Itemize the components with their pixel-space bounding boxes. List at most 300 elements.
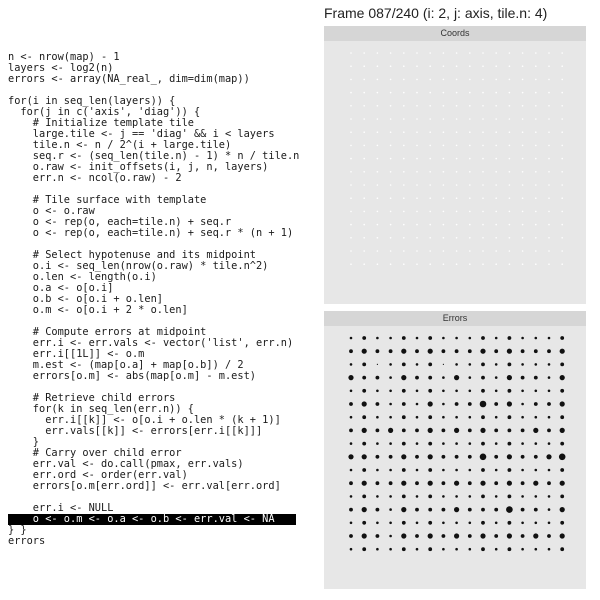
coord-point bbox=[548, 79, 550, 81]
error-point bbox=[348, 375, 353, 380]
coord-point bbox=[509, 224, 511, 226]
coord-point bbox=[469, 52, 471, 54]
error-point bbox=[428, 363, 432, 367]
coord-point bbox=[482, 131, 484, 133]
error-point bbox=[494, 402, 498, 406]
error-point bbox=[521, 495, 524, 498]
code-line: n <- nrow(map) - 1 bbox=[8, 51, 120, 63]
coord-point bbox=[403, 184, 405, 186]
coord-point bbox=[469, 171, 471, 173]
code-line: for(i in seq_len(layers)) { bbox=[8, 95, 176, 107]
error-point bbox=[495, 442, 498, 445]
error-point bbox=[495, 469, 498, 472]
error-point bbox=[416, 495, 419, 498]
error-point bbox=[468, 481, 472, 485]
coord-point bbox=[456, 118, 458, 120]
error-point bbox=[507, 481, 512, 486]
error-point bbox=[455, 548, 458, 551]
code-line: o.len <- length(o.i) bbox=[8, 271, 157, 283]
coord-point bbox=[509, 197, 511, 199]
coord-point bbox=[443, 263, 445, 265]
coord-point bbox=[403, 224, 405, 226]
error-point bbox=[416, 390, 419, 393]
code-line: # Select hypotenuse and its midpoint bbox=[8, 249, 256, 261]
error-point bbox=[454, 428, 459, 433]
coord-point bbox=[403, 250, 405, 252]
coord-point bbox=[403, 263, 405, 265]
code-line: err.val <- do.call(pmax, err.vals) bbox=[8, 458, 244, 470]
coord-point bbox=[522, 79, 524, 81]
coord-point bbox=[495, 118, 497, 120]
coord-point bbox=[469, 79, 471, 81]
coord-point bbox=[403, 131, 405, 133]
error-point bbox=[494, 534, 498, 538]
coord-point bbox=[495, 197, 497, 199]
error-point bbox=[348, 454, 353, 459]
error-point bbox=[442, 469, 445, 472]
coord-point bbox=[403, 92, 405, 94]
coord-point bbox=[535, 211, 537, 213]
error-point bbox=[415, 534, 419, 538]
coord-point bbox=[416, 250, 418, 252]
error-point bbox=[416, 337, 419, 340]
error-point bbox=[455, 402, 459, 406]
coord-point bbox=[469, 184, 471, 186]
error-point bbox=[428, 415, 432, 419]
coord-point bbox=[548, 171, 550, 173]
error-point bbox=[481, 376, 485, 380]
coord-point bbox=[561, 105, 563, 107]
coord-point bbox=[403, 197, 405, 199]
coord-point bbox=[509, 145, 511, 147]
error-point bbox=[349, 508, 353, 512]
error-point bbox=[349, 349, 353, 353]
coord-point bbox=[548, 237, 550, 239]
coord-point bbox=[350, 118, 352, 120]
error-point bbox=[376, 469, 379, 472]
coord-point bbox=[509, 171, 511, 173]
code-line: # Compute errors at midpoint bbox=[8, 326, 207, 338]
coord-point bbox=[416, 131, 418, 133]
error-point bbox=[376, 349, 380, 353]
coord-point bbox=[456, 145, 458, 147]
error-point bbox=[560, 495, 564, 499]
coord-point bbox=[469, 158, 471, 160]
error-point bbox=[442, 455, 446, 459]
coord-point bbox=[416, 65, 418, 67]
error-point bbox=[560, 507, 565, 512]
coord-point bbox=[416, 145, 418, 147]
error-point bbox=[389, 416, 392, 419]
error-point bbox=[469, 376, 472, 379]
coord-point bbox=[403, 118, 405, 120]
error-point bbox=[548, 337, 551, 340]
error-point bbox=[362, 389, 366, 393]
coord-point bbox=[509, 131, 511, 133]
error-point bbox=[521, 455, 525, 459]
error-point bbox=[455, 495, 458, 498]
coord-point bbox=[377, 92, 379, 94]
error-point bbox=[350, 416, 353, 419]
error-point bbox=[548, 508, 551, 511]
coord-point bbox=[548, 105, 550, 107]
coord-point bbox=[416, 224, 418, 226]
error-point bbox=[428, 481, 433, 486]
coord-point bbox=[416, 118, 418, 120]
error-point bbox=[362, 401, 367, 406]
error-point bbox=[428, 442, 432, 446]
coord-point bbox=[456, 237, 458, 239]
coord-point bbox=[548, 145, 550, 147]
code-line: for(j in c('axis', 'diag')) { bbox=[8, 106, 201, 118]
error-point bbox=[428, 547, 432, 551]
coord-point bbox=[548, 52, 550, 54]
coord-point bbox=[350, 263, 352, 265]
error-point bbox=[416, 522, 419, 525]
coord-point bbox=[350, 145, 352, 147]
coord-point bbox=[363, 105, 365, 107]
error-point bbox=[362, 376, 366, 380]
coord-point bbox=[390, 79, 392, 81]
coord-point bbox=[403, 105, 405, 107]
coord-point bbox=[561, 250, 563, 252]
coord-point bbox=[377, 184, 379, 186]
coord-point bbox=[350, 237, 352, 239]
error-point bbox=[349, 481, 353, 485]
code-line: layers <- log2(n) bbox=[8, 62, 114, 74]
coord-point bbox=[429, 65, 431, 67]
error-point bbox=[521, 534, 525, 538]
error-point bbox=[469, 522, 472, 525]
coord-point bbox=[429, 184, 431, 186]
coord-point bbox=[469, 105, 471, 107]
error-point bbox=[455, 349, 459, 353]
coord-point bbox=[456, 79, 458, 81]
error-point bbox=[468, 508, 472, 512]
error-point bbox=[534, 376, 538, 380]
error-point bbox=[548, 548, 551, 551]
coord-point bbox=[377, 79, 379, 81]
coord-point bbox=[469, 224, 471, 226]
coord-point bbox=[350, 171, 352, 173]
coord-point bbox=[416, 171, 418, 173]
code-listing bbox=[8, 52, 299, 547]
coord-point bbox=[403, 65, 405, 67]
error-point bbox=[508, 429, 512, 433]
coord-point bbox=[403, 79, 405, 81]
coord-point bbox=[535, 263, 537, 265]
coord-point bbox=[535, 237, 537, 239]
coord-point bbox=[429, 250, 431, 252]
error-point bbox=[389, 376, 392, 379]
code-line: errors[o.m] <- abs(map[o.m] - m.est) bbox=[8, 370, 256, 382]
error-point bbox=[401, 481, 406, 486]
error-point bbox=[547, 429, 551, 433]
error-point bbox=[507, 454, 512, 459]
error-point bbox=[481, 336, 485, 340]
error-point bbox=[548, 363, 551, 366]
error-point bbox=[469, 442, 472, 445]
coord-point bbox=[548, 211, 550, 213]
error-point bbox=[494, 508, 498, 512]
error-point bbox=[376, 416, 379, 419]
coord-point bbox=[403, 211, 405, 213]
error-point bbox=[533, 533, 538, 538]
error-point bbox=[401, 507, 406, 512]
coord-point bbox=[429, 145, 431, 147]
coord-point bbox=[403, 52, 405, 54]
error-point bbox=[548, 522, 551, 525]
coord-point bbox=[509, 158, 511, 160]
error-point bbox=[442, 349, 446, 353]
code-line: err.ord <- order(err.val) bbox=[8, 469, 188, 481]
error-point bbox=[350, 548, 353, 551]
error-point bbox=[548, 376, 551, 379]
coord-point bbox=[350, 224, 352, 226]
coord-point bbox=[363, 184, 365, 186]
coord-point bbox=[443, 237, 445, 239]
code-line: # Carry over child error bbox=[8, 447, 182, 459]
coord-point bbox=[350, 197, 352, 199]
coord-point bbox=[350, 131, 352, 133]
coord-point bbox=[482, 79, 484, 81]
error-point bbox=[442, 548, 445, 551]
coord-point bbox=[390, 105, 392, 107]
error-point bbox=[521, 363, 524, 366]
coord-point bbox=[456, 250, 458, 252]
error-point bbox=[376, 390, 379, 393]
coord-point bbox=[377, 263, 379, 265]
error-point bbox=[402, 402, 406, 406]
code-line: err.i <- err.vals <- vector('list', err.n) bbox=[8, 337, 294, 349]
error-point bbox=[428, 336, 432, 340]
code-line: } } bbox=[8, 524, 27, 536]
coord-point bbox=[495, 263, 497, 265]
code-line: err.i[[1L]] <- o.m bbox=[8, 348, 145, 360]
coord-point bbox=[535, 184, 537, 186]
coord-point bbox=[403, 171, 405, 173]
error-point bbox=[535, 522, 538, 525]
error-point bbox=[508, 415, 512, 419]
code-line: o.b <- o[o.i + o.len] bbox=[8, 293, 163, 305]
coord-point bbox=[522, 197, 524, 199]
coord-point bbox=[561, 92, 563, 94]
error-point bbox=[507, 349, 512, 354]
coord-point bbox=[390, 224, 392, 226]
coord-point bbox=[456, 184, 458, 186]
error-point bbox=[454, 481, 459, 486]
error-point bbox=[560, 547, 564, 551]
error-point bbox=[508, 363, 512, 367]
coord-point bbox=[495, 145, 497, 147]
error-point bbox=[350, 442, 353, 445]
error-point bbox=[362, 363, 366, 367]
coord-point bbox=[548, 131, 550, 133]
coord-point bbox=[416, 263, 418, 265]
error-point bbox=[376, 455, 380, 459]
coord-point bbox=[495, 250, 497, 252]
error-point bbox=[389, 363, 392, 366]
error-point bbox=[506, 506, 513, 513]
error-point bbox=[402, 547, 406, 551]
error-point bbox=[521, 390, 524, 393]
error-point bbox=[521, 429, 525, 433]
error-point bbox=[535, 548, 538, 551]
coord-point bbox=[535, 131, 537, 133]
error-point bbox=[428, 468, 432, 472]
coord-point bbox=[350, 52, 352, 54]
error-point bbox=[560, 481, 565, 486]
coord-point bbox=[390, 158, 392, 160]
code-line: o.raw <- init_offsets(i, j, n, layers) bbox=[8, 161, 269, 173]
coord-point bbox=[535, 105, 537, 107]
coord-point bbox=[377, 118, 379, 120]
coord-point bbox=[429, 52, 431, 54]
coord-point bbox=[390, 118, 392, 120]
coord-point bbox=[495, 131, 497, 133]
coord-point bbox=[535, 79, 537, 81]
error-point bbox=[350, 337, 353, 340]
coord-point bbox=[443, 224, 445, 226]
code-line: seq.r <- (seq_len(tile.n) - 1) * n / tile.n bbox=[8, 150, 300, 162]
coord-point bbox=[482, 118, 484, 120]
error-point bbox=[442, 416, 445, 419]
coord-point bbox=[561, 184, 563, 186]
coord-point bbox=[377, 171, 379, 173]
coord-point bbox=[429, 131, 431, 133]
coords-plot bbox=[324, 41, 586, 304]
coord-point bbox=[509, 118, 511, 120]
coord-point bbox=[363, 145, 365, 147]
coord-point bbox=[390, 92, 392, 94]
error-point bbox=[455, 442, 458, 445]
coord-point bbox=[482, 92, 484, 94]
coord-point bbox=[535, 250, 537, 252]
coord-point bbox=[469, 145, 471, 147]
error-point bbox=[454, 507, 459, 512]
coord-point bbox=[390, 52, 392, 54]
coord-point bbox=[377, 52, 379, 54]
coord-point bbox=[429, 263, 431, 265]
error-point bbox=[428, 533, 433, 538]
error-point bbox=[480, 401, 487, 408]
error-point bbox=[389, 481, 393, 485]
error-point bbox=[535, 337, 538, 340]
code-line: # Initialize template tile bbox=[8, 117, 194, 129]
error-point bbox=[389, 455, 393, 459]
error-point bbox=[376, 508, 380, 512]
error-point bbox=[468, 455, 472, 459]
error-point bbox=[468, 349, 472, 353]
coord-point bbox=[403, 145, 405, 147]
error-point bbox=[442, 534, 446, 538]
coord-point bbox=[416, 184, 418, 186]
coord-point bbox=[390, 65, 392, 67]
error-point bbox=[508, 468, 512, 472]
coord-point bbox=[509, 237, 511, 239]
error-point bbox=[521, 469, 524, 472]
error-point bbox=[480, 481, 485, 486]
error-point bbox=[495, 495, 498, 498]
error-point bbox=[376, 495, 379, 498]
coord-point bbox=[443, 52, 445, 54]
coord-point bbox=[363, 92, 365, 94]
coord-point bbox=[522, 131, 524, 133]
coord-point bbox=[363, 171, 365, 173]
coord-point bbox=[509, 52, 511, 54]
code-line: tile.n <- n / 2^(i + large.tile) bbox=[8, 139, 232, 151]
error-point bbox=[535, 416, 538, 419]
coord-point bbox=[363, 52, 365, 54]
errors-panel-title: Errors bbox=[324, 311, 586, 326]
error-point bbox=[415, 429, 419, 433]
error-point bbox=[350, 495, 353, 498]
coord-point bbox=[390, 145, 392, 147]
error-point bbox=[508, 495, 512, 499]
coord-point bbox=[429, 237, 431, 239]
code-line: errors[o.m[err.ord]] <- err.val[err.ord] bbox=[8, 480, 281, 492]
coord-point bbox=[469, 211, 471, 213]
coord-point bbox=[456, 211, 458, 213]
error-point bbox=[389, 495, 392, 498]
coord-point bbox=[377, 197, 379, 199]
error-point bbox=[442, 403, 445, 406]
coord-point bbox=[350, 65, 352, 67]
coord-point bbox=[469, 237, 471, 239]
coord-point bbox=[482, 224, 484, 226]
error-point bbox=[428, 521, 432, 525]
error-point bbox=[350, 390, 353, 393]
error-point bbox=[401, 375, 406, 380]
coord-point bbox=[443, 92, 445, 94]
coord-point bbox=[363, 65, 365, 67]
coord-point bbox=[416, 197, 418, 199]
error-point bbox=[455, 416, 458, 419]
error-point bbox=[376, 548, 379, 551]
error-point bbox=[469, 495, 472, 498]
coord-point bbox=[377, 158, 379, 160]
coord-point bbox=[548, 118, 550, 120]
error-point bbox=[560, 349, 565, 354]
coord-point bbox=[429, 79, 431, 81]
coord-point bbox=[548, 158, 550, 160]
error-point bbox=[402, 415, 406, 419]
code-line: o <- o.raw bbox=[8, 205, 95, 217]
error-point bbox=[560, 336, 564, 340]
error-point bbox=[415, 508, 419, 512]
coord-point bbox=[429, 158, 431, 160]
errors-panel bbox=[324, 311, 586, 589]
error-point bbox=[350, 522, 353, 525]
coord-point bbox=[456, 263, 458, 265]
code-line: o <- rep(o, each=tile.n) + seq.r * (n + 1) bbox=[8, 227, 294, 239]
coord-point bbox=[390, 211, 392, 213]
error-point bbox=[362, 349, 367, 354]
error-point bbox=[455, 455, 459, 459]
error-point bbox=[533, 481, 538, 486]
error-point bbox=[415, 455, 419, 459]
error-point bbox=[508, 547, 512, 551]
error-point bbox=[376, 442, 379, 445]
coord-point bbox=[429, 118, 431, 120]
error-point bbox=[376, 402, 380, 406]
coord-point bbox=[522, 105, 524, 107]
coord-point bbox=[390, 250, 392, 252]
error-point bbox=[389, 349, 393, 353]
error-point bbox=[547, 349, 551, 353]
coord-point bbox=[456, 224, 458, 226]
error-point bbox=[415, 349, 419, 353]
